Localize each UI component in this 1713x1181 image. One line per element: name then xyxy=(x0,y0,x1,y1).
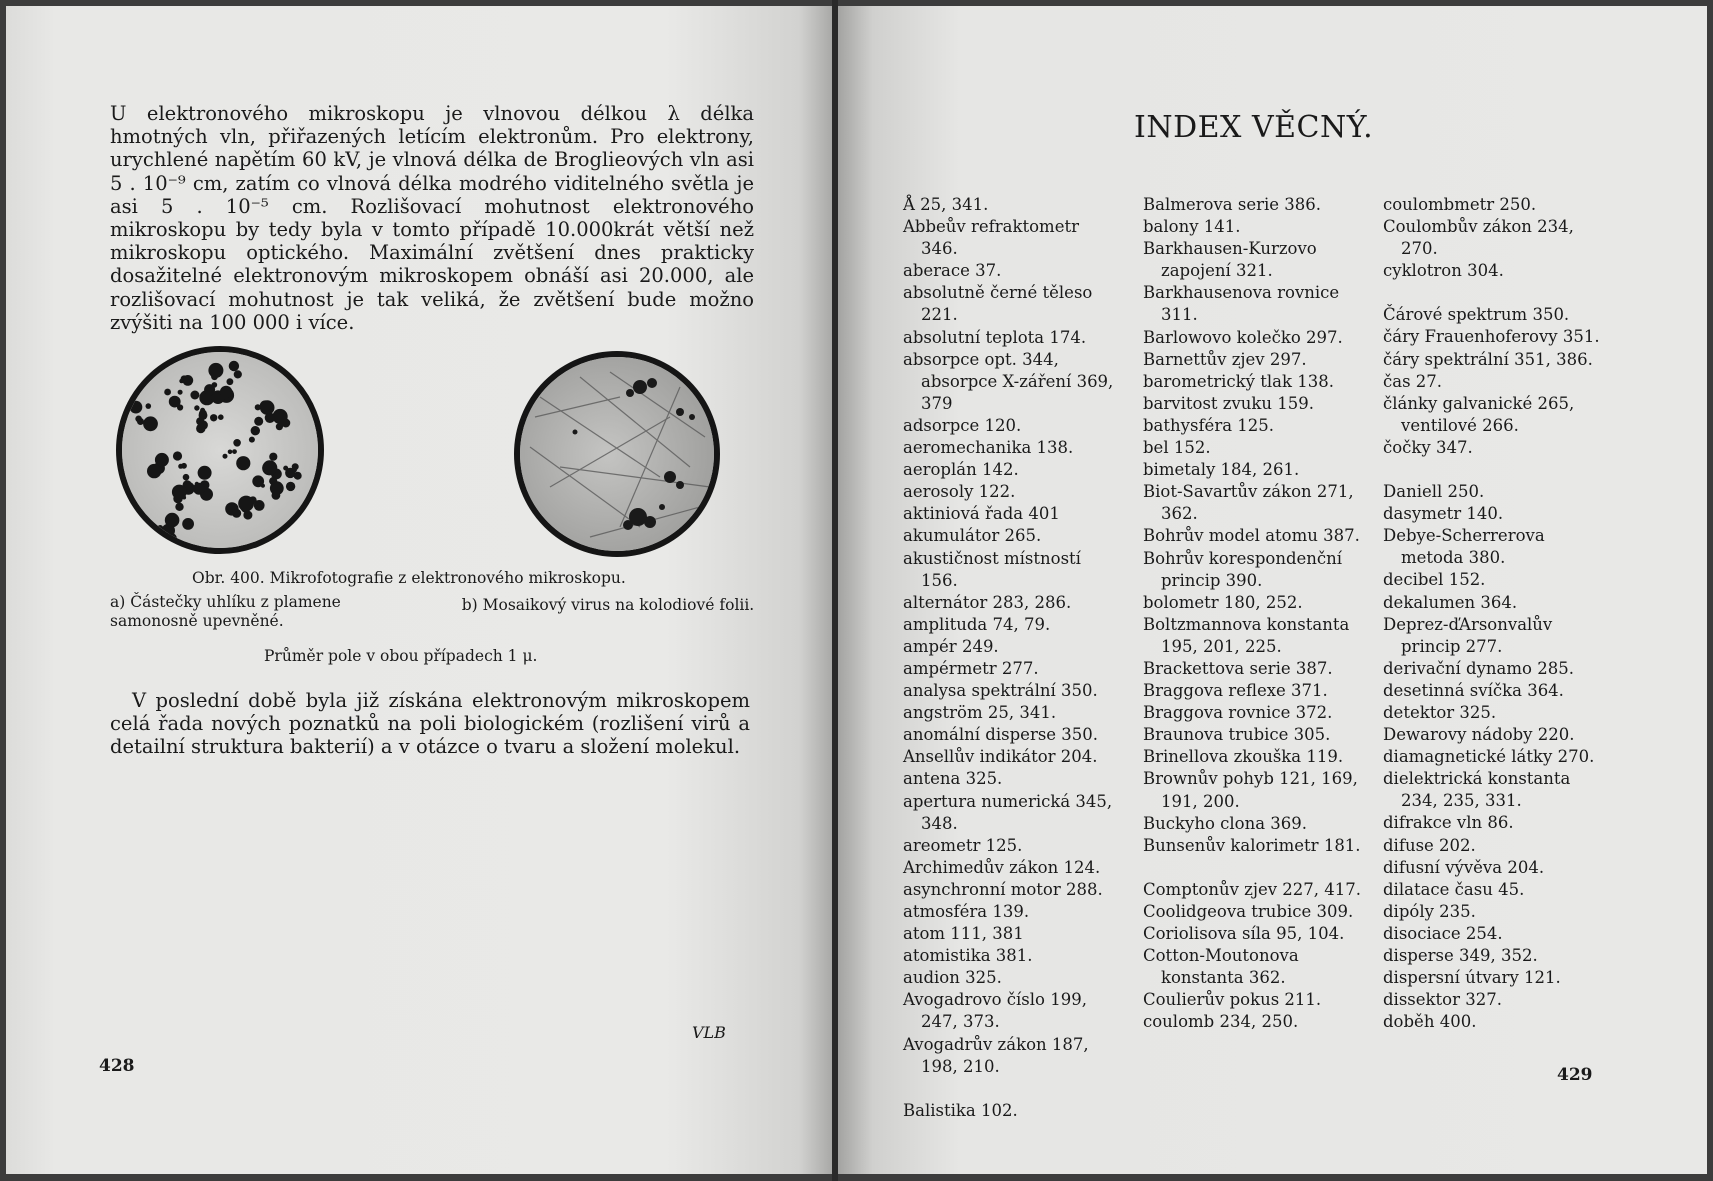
page-number-right: 429 xyxy=(1557,1065,1593,1085)
carbon-particle xyxy=(173,451,182,460)
carbon-particle xyxy=(251,426,260,435)
index-entry: čočky 347. xyxy=(1383,437,1473,457)
index-entry: Cotton-Moutonova konstanta 362. xyxy=(1143,946,1299,988)
index-entry: Barkhausenova rovnice 311. xyxy=(1143,283,1340,325)
carbon-particle xyxy=(234,370,242,378)
carbon-particle xyxy=(179,379,184,384)
index-entry: difuse 202. xyxy=(1383,835,1476,855)
carbon-particle xyxy=(177,404,183,410)
carbon-particle xyxy=(286,482,295,491)
index-entry: dielektrická konstanta 234, 235, 331. xyxy=(1383,769,1571,811)
index-entry: analysa spektrální 350. xyxy=(903,681,1098,701)
carbon-particle xyxy=(130,401,143,414)
index-entry: Bohrův model atomu 387. xyxy=(1143,526,1360,546)
carbon-particle xyxy=(260,400,271,411)
carbon-particle xyxy=(143,416,158,431)
index-entry: desetinná svíčka 364. xyxy=(1383,680,1564,700)
micrograph-carbon-particles xyxy=(116,346,324,554)
intro-text: U elektronového mikroskopu je vlnovou délkou λ délka hmotných vln, přiřazených letícím elektronům. Pro elektrony, urychlené napětím 60 kV, je vlnová délka de Broglieových vln asi 5 . 10⁻⁹ cm, zatím co vlnová délka modrého viditelného světla je asi 5 . 10⁻⁵ cm. Rozlišovací mohutnost elektronového mikroskopu by tedy byla v tomto případě 10.000krát větší než mikroskopu optického. Maximální zvětšení dnes prakticky dosažitelné elektronovým mikroskopem obnáší asi 20.000, ale rozlišovací mohutnost je tak veliká, že zvětšení bude možno zvýšiti na 100 000 i více. xyxy=(110,102,754,334)
index-entry: aeroplán 142. xyxy=(903,460,1019,480)
carbon-particle xyxy=(270,481,284,495)
carbon-particle xyxy=(147,464,161,478)
index-entry: ampérmetr 277. xyxy=(903,658,1039,678)
index-entry: Dewarovy nádoby 220. xyxy=(1383,725,1575,745)
index-entry: adsorpce 120. xyxy=(903,415,1022,435)
index-entry: Balistika 102. xyxy=(903,1100,1018,1120)
carbon-particle xyxy=(165,533,177,545)
carbon-particle xyxy=(198,420,208,430)
index-entry: Daniell 250. xyxy=(1383,482,1485,502)
index-entry: akustičnost místností 156. xyxy=(903,548,1081,590)
index-column-3 xyxy=(1383,194,1607,1033)
index-entry: Buckyho clona 369. xyxy=(1143,813,1308,833)
index-gap xyxy=(1383,282,1607,304)
carbon-particle xyxy=(183,474,190,481)
index-entry: apertura numerická 345, 348. xyxy=(903,791,1113,833)
index-entry: Coriolisova síla 95, 104. xyxy=(1143,924,1345,943)
mosaic-virus-image xyxy=(520,357,714,551)
figure-caption-a: a) Částečky uhlíku z plamene samonosně upevněné. xyxy=(110,593,341,630)
carbon-particle xyxy=(175,503,183,511)
index-entry: dekalumen 364. xyxy=(1383,592,1518,612)
figure-caption-note: Průměr pole v obou případech 1 μ. xyxy=(264,647,538,665)
index-column-2 xyxy=(1143,194,1375,1033)
index-entry: cyklotron 304. xyxy=(1383,261,1504,281)
index-entry: čáry spektrální 351, 386. xyxy=(1383,349,1593,369)
index-title: INDEX VĚCNÝ. xyxy=(1134,110,1374,145)
index-entry: dasymetr 140. xyxy=(1383,504,1504,524)
index-entry: Braggova reflexe 371. xyxy=(1143,681,1328,701)
index-entry: ampér 249. xyxy=(903,636,999,656)
right-page xyxy=(838,6,1707,1174)
carbon-particle xyxy=(146,403,152,409)
carbon-particle xyxy=(198,466,212,480)
index-entry: bel 152. xyxy=(1143,438,1211,458)
index-entry: diamagnetické látky 270. xyxy=(1383,747,1595,767)
index-entry: bimetaly 184, 261. xyxy=(1143,460,1300,480)
carbon-particle xyxy=(281,419,290,428)
carbon-particle xyxy=(269,453,277,461)
index-entry: Biot-Savartův zákon 271, 362. xyxy=(1143,482,1354,524)
index-entry: alternátor 283, 286. xyxy=(903,592,1072,612)
index-entry: absolutní teplota 174. xyxy=(903,327,1087,347)
index-entry: Comptonův zjev 227, 417. xyxy=(1143,879,1362,899)
index-entry: Braggova rovnice 372. xyxy=(1143,703,1333,723)
index-entry: Coolidgeova trubice 309. xyxy=(1143,901,1354,921)
carbon-particle xyxy=(228,450,233,455)
index-entry: balony 141. xyxy=(1143,217,1241,237)
carbon-particle xyxy=(157,525,163,531)
index-entry: doběh 400. xyxy=(1383,1012,1477,1032)
carbon-particle xyxy=(233,439,241,447)
index-entry: Bohrův korespondenční princip 390. xyxy=(1143,548,1343,590)
figure-caption-title: Obr. 400. Mikrofotografie z elektronového mikroskopu. xyxy=(192,569,626,587)
carbon-particle xyxy=(220,386,232,398)
index-entry: aeromechanika 138. xyxy=(903,438,1074,458)
carbon-particle xyxy=(193,483,205,495)
index-entry: aktiniová řada 401 xyxy=(903,504,1060,524)
index-gap xyxy=(1143,857,1375,879)
index-entry: antena 325. xyxy=(903,769,1003,789)
index-entry: audion 325. xyxy=(903,968,1002,988)
index-entry: bathysféra 125. xyxy=(1143,415,1275,435)
index-entry: Barkhausen-Kurzovo zapojení 321. xyxy=(1143,239,1317,281)
index-entry: Balmerova serie 386. xyxy=(1143,195,1322,214)
index-entry: Coulombův zákon 234, 270. xyxy=(1383,217,1574,259)
index-entry: difusní vývěva 204. xyxy=(1383,857,1545,877)
index-entry: disperse 349, 352. xyxy=(1383,946,1538,965)
carbon-particle xyxy=(194,405,199,410)
author-signature: VLB xyxy=(692,1023,726,1042)
index-entry: Deprez-ďArsonvalův princip 277. xyxy=(1383,614,1553,656)
index-entry: Ansellův indikátor 204. xyxy=(903,747,1098,767)
carbon-particle xyxy=(200,408,205,413)
carbon-particle xyxy=(292,463,299,470)
index-entry: Abbeův refraktometr 346. xyxy=(903,217,1079,259)
index-entry: difrakce vln 86. xyxy=(1383,813,1514,833)
index-entry: Archimedův zákon 124. xyxy=(903,857,1101,877)
index-entry: asynchronní motor 288. xyxy=(903,879,1103,899)
carbon-particle xyxy=(283,466,288,471)
carbon-particle xyxy=(208,363,223,378)
carbon-particle xyxy=(190,391,199,400)
index-entry: aerosoly 122. xyxy=(903,482,1016,502)
index-entry: články galvanické 265, ventilové 266. xyxy=(1383,393,1575,435)
carbon-particle xyxy=(254,417,263,426)
index-entry: bolometr 180, 252. xyxy=(1143,592,1303,612)
index-column-1 xyxy=(903,194,1118,1122)
index-entry: dipóly 235. xyxy=(1383,901,1476,921)
index-entry: Boltzmannova konstanta 195, 201, 225. xyxy=(1143,614,1350,656)
index-entry: atomistika 381. xyxy=(903,946,1033,966)
carbon-particle xyxy=(212,382,218,388)
carbon-particle xyxy=(249,437,255,443)
index-entry: Avogadrovo číslo 199, 247, 373. xyxy=(903,990,1087,1032)
carbon-particle xyxy=(178,390,183,395)
index-entry: atmosféra 139. xyxy=(903,902,1030,921)
index-entry: dilatace času 45. xyxy=(1383,879,1525,899)
carbon-particle xyxy=(164,389,171,396)
index-entry: barvitost zvuku 159. xyxy=(1143,393,1315,413)
index-entry: areometr 125. xyxy=(903,835,1023,855)
carbon-particle xyxy=(178,464,183,469)
index-entry: disociace 254. xyxy=(1383,923,1503,943)
carbon-particle xyxy=(265,413,275,423)
index-entry: Coulierův pokus 211. xyxy=(1143,990,1322,1010)
carbon-particle xyxy=(223,454,228,459)
left-page xyxy=(6,6,832,1174)
index-gap xyxy=(1383,459,1607,481)
carbon-particle xyxy=(157,456,164,463)
index-entry: čáry Frauenhoferovy 351. xyxy=(1383,327,1600,347)
index-entry: dispersní útvary 121. xyxy=(1383,968,1561,988)
carbon-particle xyxy=(254,500,265,511)
index-entry: coulombmetr 250. xyxy=(1383,195,1537,214)
index-entry: Brownův pohyb 121, 169, 191, 200. xyxy=(1143,769,1358,811)
index-entry: detektor 325. xyxy=(1383,702,1497,722)
carbon-particle xyxy=(229,361,239,371)
index-entry: Brinellova zkouška 119. xyxy=(1143,747,1344,767)
index-entry: akumulátor 265. xyxy=(903,526,1042,546)
carbon-particle xyxy=(172,485,187,500)
index-entry: derivační dynamo 285. xyxy=(1383,658,1574,678)
index-entry: Barnettův zjev 297. xyxy=(1143,349,1307,369)
index-entry: aberace 37. xyxy=(903,261,1002,281)
index-entry: Bunsenův kalorimetr 181. xyxy=(1143,835,1361,855)
index-gap xyxy=(903,1078,1118,1100)
index-entry: angström 25, 341. xyxy=(903,703,1057,723)
index-entry: Braunova trubice 305. xyxy=(1143,725,1331,745)
carbon-particle xyxy=(210,414,217,421)
index-entry: decibel 152. xyxy=(1383,570,1486,590)
intro-paragraph xyxy=(110,102,754,334)
index-entry: absolutně černé těleso 221. xyxy=(903,283,1093,325)
carbon-particle xyxy=(165,513,180,528)
index-entry: Čárové spektrum 350. xyxy=(1383,305,1570,325)
index-entry: Å 25, 341. xyxy=(903,195,989,214)
carbon-particle xyxy=(182,518,194,530)
index-entry: amplituda 74, 79. xyxy=(903,614,1051,634)
index-entry: Brackettova serie 387. xyxy=(1143,658,1333,678)
conclusion-paragraph xyxy=(110,689,750,759)
index-entry: absorpce opt. 344, absorpce X-záření 369, 379 xyxy=(903,349,1114,413)
carbon-particle xyxy=(236,456,250,470)
carbon-particle xyxy=(135,416,142,423)
index-entry: dissektor 327. xyxy=(1383,990,1502,1010)
carbon-particle xyxy=(182,375,193,386)
carbon-particle xyxy=(227,378,234,385)
conclusion-text: V poslední době byla již získána elektronovým mikroskopem celá řada nových poznatků na poli biologickém (rozlišení virů a detailní struktura bakterií) a v otázce o tvaru a složení molekul. xyxy=(110,689,750,759)
page-number-left: 428 xyxy=(99,1056,135,1076)
carbon-particle xyxy=(262,460,277,475)
carbon-particle xyxy=(252,475,264,487)
carbon-particle xyxy=(218,414,224,420)
index-entry: čas 27. xyxy=(1383,371,1443,391)
index-entry: Barlowovo kolečko 297. xyxy=(1143,327,1343,347)
carbon-particle xyxy=(243,511,252,520)
figure-caption-b: b) Mosaikový virus na kolodiové folii. xyxy=(461,596,755,614)
index-entry: atom 111, 381 xyxy=(903,924,1024,944)
index-entry: barometrický tlak 138. xyxy=(1143,371,1334,391)
index-entry: Debye-Scherrerova metoda 380. xyxy=(1383,526,1545,568)
carbon-particle xyxy=(232,449,237,454)
micrograph-mosaic-virus xyxy=(514,351,720,557)
index-entry: Avogadrův zákon 187, 198, 210. xyxy=(903,1034,1089,1076)
carbon-particle xyxy=(232,509,241,518)
index-entry: anomální disperse 350. xyxy=(903,725,1099,745)
carbon-particles-image xyxy=(122,352,318,548)
index-entry: coulomb 234, 250. xyxy=(1143,1012,1299,1032)
